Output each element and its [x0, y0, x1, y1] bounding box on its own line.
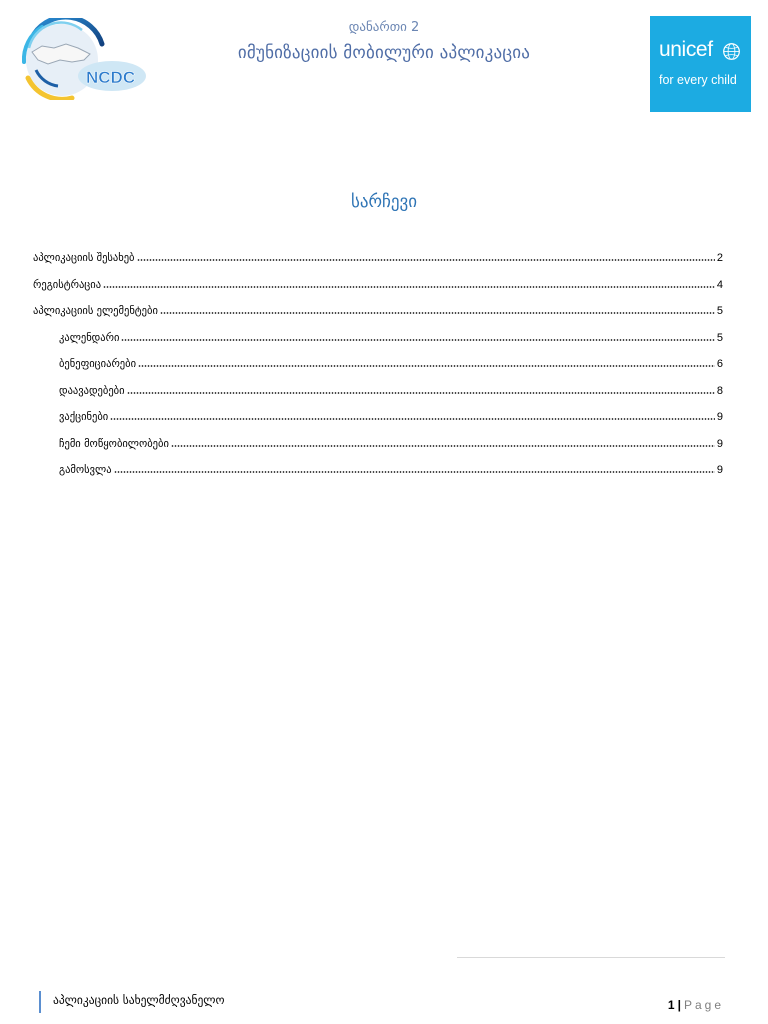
table-of-contents: [33, 245, 723, 484]
toc-entry-app-elements[interactable]: [33, 298, 723, 325]
toc-entry-page: 8: [716, 384, 723, 397]
page-number-value: 1: [667, 998, 675, 1012]
toc-entry-label: ვაქცინები: [59, 411, 109, 423]
toc-entry-beneficiaries[interactable]: [33, 351, 723, 378]
toc-entry-label: აპლიკაციის შესახებ: [33, 252, 135, 264]
dot-leader: [138, 365, 715, 367]
dot-leader: [110, 418, 715, 420]
toc-entry-vaccines[interactable]: [33, 404, 723, 431]
toc-entry-page: 5: [716, 331, 723, 344]
footer-doc-title: აპლიკაციის სახელმძღვანელო: [53, 993, 225, 1007]
dot-leader: [171, 445, 715, 447]
toc-entry-my-devices[interactable]: [33, 431, 723, 458]
unicef-tagline: for every child: [659, 73, 737, 87]
toc-entry-page: 4: [716, 278, 723, 291]
toc-entry-label: ბენეფიციარები: [59, 358, 137, 370]
footer-divider: [457, 957, 725, 958]
dot-leader: [160, 312, 715, 314]
dot-leader: [103, 286, 715, 288]
page-label: Page: [683, 998, 724, 1012]
toc-entry-calendar[interactable]: [33, 325, 723, 352]
header-title: იმუნიზაციის მობილური აპლიკაცია: [237, 43, 531, 63]
toc-entry-page: 9: [716, 437, 723, 450]
toc-heading: სარჩევი: [350, 192, 418, 212]
toc-entry-label: ჩემი მოწყობილობები: [59, 437, 169, 450]
toc-entry-label: რეგისტრაცია: [33, 278, 102, 291]
page-number-separator: |: [677, 998, 681, 1012]
dot-leader: [114, 471, 715, 473]
toc-entry-page: 2: [716, 252, 723, 264]
toc-entry-diseases[interactable]: [33, 378, 723, 405]
toc-entry-page: 9: [716, 464, 723, 476]
toc-entry-label: გამოსვლა: [59, 464, 112, 476]
toc-entry-page: 5: [716, 305, 723, 317]
dot-leader: [127, 392, 715, 394]
footer-accent-bar: [39, 991, 41, 1013]
unicef-brand-text: unicef: [659, 38, 713, 61]
toc-entry-label: დაავადებები: [59, 384, 125, 397]
toc-entry-label: კალენდარი: [59, 331, 120, 344]
unicef-emblem-icon: [722, 42, 741, 61]
dot-leader: [121, 339, 714, 341]
ncdc-logo-text: NCDC: [86, 68, 136, 87]
toc-entry-page: 9: [716, 411, 723, 423]
toc-entry-registration[interactable]: [33, 272, 723, 299]
toc-entry-page: 6: [716, 358, 723, 370]
annex-label: დანართი 2: [348, 20, 420, 35]
dot-leader: [137, 259, 715, 261]
unicef-logo: [650, 16, 751, 112]
toc-entry-logout[interactable]: [33, 457, 723, 484]
page-number: [640, 998, 724, 1012]
toc-entry-about[interactable]: [33, 245, 723, 272]
toc-entry-label: აპლიკაციის ელემენტები: [33, 305, 158, 317]
